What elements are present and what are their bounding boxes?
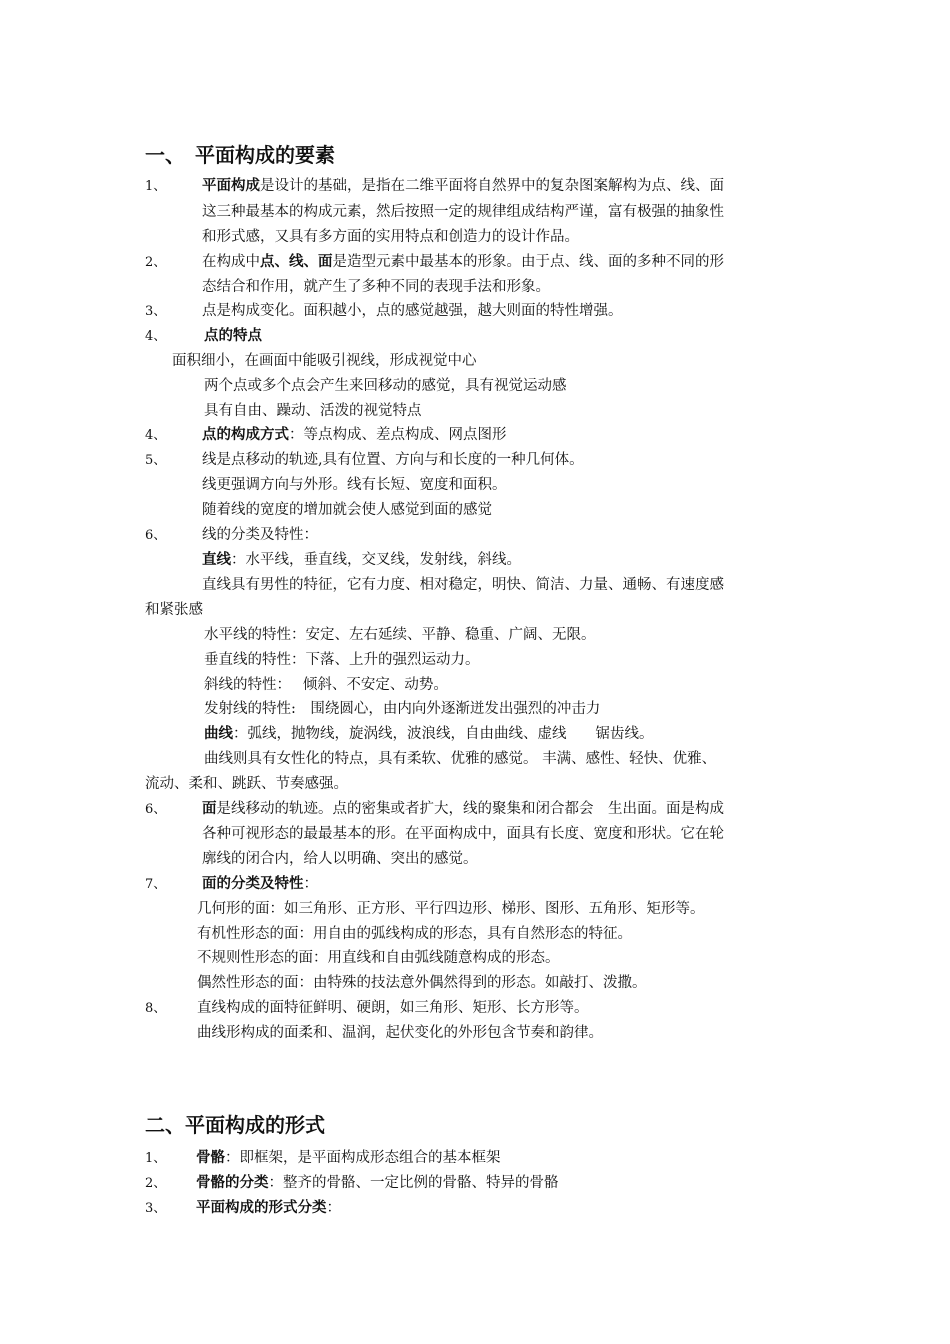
paragraph-line: 平面构成的形式分类： (196, 1199, 341, 1216)
list-number: 4、 (145, 428, 167, 443)
paragraph-line: 曲线形构成的面柔和、温润，起伏变化的外形包含节奏和韵律。 (197, 1025, 603, 1041)
bold-term: 面 (202, 800, 217, 817)
bold-term: 点的构成方式 (202, 426, 289, 443)
list-number: 6、 (145, 528, 167, 543)
paragraph-line: 流动、柔和、跳跃、节奏感强。 (145, 776, 348, 792)
paragraph-line: 和形式感，又具有多方面的实用特点和创造力的设计作品。 (202, 229, 579, 245)
list-number: 3、 (145, 1201, 167, 1216)
bold-term: 直线 (202, 551, 231, 568)
paragraph-line: 点是构成变化。面积越小，点的感觉越强，越大则面的特性增强。 (202, 303, 623, 319)
list-number: 4、 (145, 329, 167, 344)
paragraph-line: 两个点或多个点会产生来回移动的感觉，具有视觉运动感 (204, 378, 567, 394)
paragraph-line: 各种可视形态的最最基本的形。在平面构成中，面具有长度、宽度和形状。它在轮 (202, 826, 724, 842)
list-number: 2、 (145, 1176, 167, 1191)
bold-term: 骨骼的分类 (196, 1174, 269, 1191)
bold-term: 平面构成的形式分类 (196, 1199, 327, 1216)
paragraph-line: 发射线的特性: 围绕圆心，由内向外逐渐迸发出强烈的冲击力 (204, 701, 601, 717)
bold-term: 曲线 (204, 725, 233, 742)
paragraph-line: 垂直线的特性：下落、上升的强烈运动力。 (204, 652, 480, 668)
paragraph-line: 这三种最基本的构成元素，然后按照一定的规律组成结构严谨，富有极强的抽象性 (202, 204, 724, 220)
list-number: 1、 (145, 1151, 167, 1166)
section2-heading: 二、平面构成的形式 (145, 1113, 325, 1137)
subheading: 面的分类及特性： (202, 875, 318, 892)
paragraph-line: 斜线的特性： 倾斜、不安定、动势。 (204, 677, 448, 693)
paragraph-line: 水平线的特性：安定、左右延续、平静、稳重、广阔、无限。 (204, 627, 596, 643)
subheading: 点的特点 (204, 327, 262, 344)
paragraph-line: 曲线：弧线，抛物线，旋涡线，波浪线，自由曲线、虚线 锯齿线。 (204, 725, 654, 742)
paragraph-line: 在构成中点、线、面是造型元素中最基本的形象。由于点、线、面的多种不同的形 (202, 253, 724, 270)
paragraph-line: 曲线则具有女性化的特点，具有柔软、优雅的感觉。 丰满、感性、轻快、优雅、 (204, 751, 717, 767)
paragraph-line: 有机性形态的面：用自由的弧线构成的形态，具有自然形态的特征。 (197, 926, 632, 942)
paragraph-line: 面是线移动的轨迹。点的密集或者扩大，线的聚集和闭合都会 生出面。面是构成 (202, 800, 724, 817)
list-number: 6、 (145, 802, 167, 817)
paragraph-line: 不规则性形态的面：用直线和自由弧线随意构成的形态。 (197, 950, 560, 966)
paragraph-line: 点的构成方式：等点构成、差点构成、网点图形 (202, 426, 507, 443)
paragraph-line: 和紧张感 (145, 602, 203, 618)
bold-term: 平面构成 (202, 177, 260, 194)
paragraph-line: 直线具有男性的特征，它有力度、相对稳定，明快、简洁、力量、通畅、有速度感 (202, 577, 724, 593)
list-number: 2、 (145, 255, 167, 270)
paragraph-line: 平面构成是设计的基础，是指在二维平面将自然界中的复杂图案解构为点、线、面 (202, 177, 724, 194)
paragraph-line: 廓线的闭合内，给人以明确、突出的感觉。 (202, 851, 478, 867)
paragraph-line: 骨骼：即框架，是平面构成形态组合的基本框架 (196, 1149, 501, 1166)
list-number: 5、 (145, 453, 167, 468)
bold-term: 骨骼 (196, 1149, 225, 1166)
paragraph-line: 骨骼的分类：整齐的骨骼、一定比例的骨骼、特异的骨骼 (196, 1174, 559, 1191)
paragraph-line: 随着线的宽度的增加就会使人感觉到面的感觉 (202, 502, 492, 518)
paragraph-line: 线的分类及特性： (202, 527, 318, 543)
paragraph-line: 具有自由、躁动、活泼的视觉特点 (204, 403, 422, 419)
paragraph-line: 面积细小，在画面中能吸引视线，形成视觉中心 (172, 353, 477, 369)
section1-heading: 一、 平面构成的要素 (145, 143, 335, 167)
paragraph-line: 偶然性形态的面：由特殊的技法意外偶然得到的形态。如敲打、泼撒。 (197, 975, 647, 991)
paragraph-line: 直线：水平线，垂直线，交叉线，发射线，斜线。 (202, 551, 521, 568)
list-number: 7、 (145, 877, 167, 892)
list-number: 1、 (145, 179, 167, 194)
paragraph-line: 直线构成的面特征鲜明、硬朗，如三角形、矩形、长方形等。 (197, 1000, 589, 1016)
paragraph-line: 态结合和作用，就产生了多种不同的表现手法和形象。 (202, 279, 550, 295)
bold-term: 点、线、面 (260, 253, 333, 270)
list-number: 3、 (145, 304, 167, 319)
list-number: 8、 (145, 1001, 167, 1016)
paragraph-line: 几何形的面：如三角形、正方形、平行四边形、梯形、图形、五角形、矩形等。 (197, 901, 705, 917)
paragraph-line: 线更强调方向与外形。线有长短、宽度和面积。 (202, 477, 507, 493)
paragraph-line: 线是点移动的轨迹,具有位置、方向与和长度的一种几何体。 (202, 452, 584, 468)
